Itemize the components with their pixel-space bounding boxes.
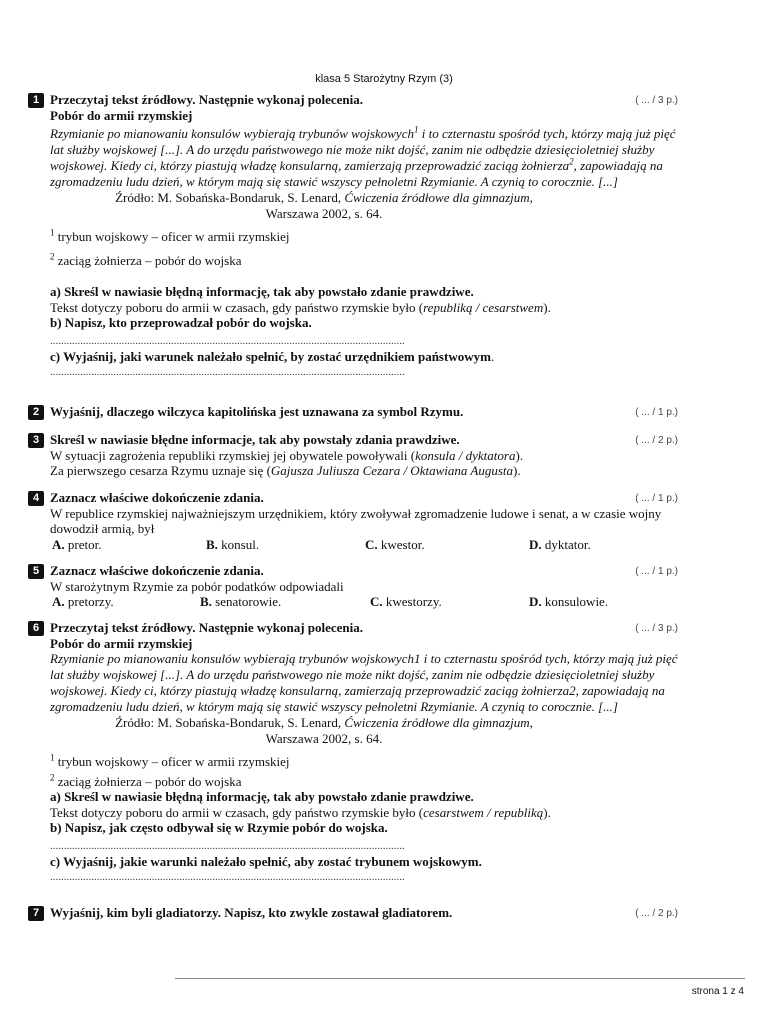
source-quote: Rzymianie po mianowaniu konsulów wybierają trybunów wojskowych$^1$ i to czternastu spośród tych, którzy mają już pięć lat służby wojskowej [...]. A do urzędu państwowego nie może nikt dojść, zanim nie odbędzie dziesięcioletniej służby wojskowej. Kiedy ci, którzy piastują władzę konsularną, zamierzają przeprowadzić zaciąg żołnierza$^2$, zapowiadają na zgromadzeniu ludu dzień, w którym mają się stawić wszyscy pełnoletni Rzymianie. A czynią to corocznie. [...] <box>50 124 676 189</box>
points-box: ( ... / 2 p.) <box>635 435 678 446</box>
option-c[interactable]: C. kwestorzy. <box>370 594 442 609</box>
page-number: strona 1 z 4 <box>691 986 744 997</box>
task-instruction: Przeczytaj tekst źródłowy. Następnie wykonaj polecenia. <box>50 620 364 635</box>
task-2 <box>28 404 688 420</box>
strike-options[interactable]: cesarstwem / republiką <box>423 804 544 820</box>
footnote-2: $^2$ zaciąg żołnierza – pobór do wojska <box>50 251 242 268</box>
footer-divider <box>175 978 745 979</box>
task-subtitle: Pobór do armii rzymskiej <box>50 107 193 123</box>
task-text: W republice rzymskiej najważniejszym urzędnikiem, który zwoływał zgromadzenie ludowe i senat, a w czasie wojny dowodził armią, był <box>50 505 662 536</box>
task-7 <box>28 905 688 921</box>
footnote-1: $^1$ trybun wojskowy – oficer w armii rzymskiej <box>50 752 290 769</box>
answer-line[interactable]: ................................................................................................................................. <box>50 334 405 347</box>
task-subtitle: Pobór do armii rzymskiej <box>50 635 193 651</box>
answer-line[interactable]: ................................................................................................................................. <box>50 839 405 852</box>
task-text: W starożytnym Rzymie za pobór podatków odpowiadali <box>50 578 344 594</box>
answer-options <box>50 594 688 609</box>
task-instruction: Zaznacz właściwe dokończenie zdania. <box>50 490 264 505</box>
points-box: ( ... / 2 p.) <box>635 908 678 919</box>
points-box: ( ... / 1 p.) <box>635 493 678 504</box>
option-a[interactable]: A. pretor. <box>52 536 102 552</box>
option-d[interactable]: D. konsulowie. <box>529 594 609 609</box>
task-number: 4 <box>28 491 44 506</box>
question-b: b) Napisz, kto przeprowadzał pobór do wojska. <box>50 315 312 330</box>
footnote-1: $^1$ trybun wojskowy – oficer w armii rzymskiej <box>50 227 290 244</box>
sentence-2: Za pierwszego cesarza Rzymu uznaje się (Gajusza Juliusza Cezara / Oktawiana Augusta). <box>50 463 521 478</box>
answer-line[interactable]: ................................................................................................................................. <box>50 871 405 883</box>
task-6 <box>28 620 688 883</box>
question-b: b) Napisz, jak często odbywał się w Rzymie pobór do wojska. <box>50 820 388 835</box>
task-number: 6 <box>28 621 44 636</box>
strike-options[interactable]: konsula / dyktatora <box>415 447 516 463</box>
option-a[interactable]: A. pretorzy. <box>52 594 114 609</box>
task-instruction: Skreśl w nawiasie błędne informacje, tak aby powstały zdania prawdziwe. <box>50 432 460 447</box>
source-quote: Rzymianie po mianowaniu konsulów wybierają trybunów wojskowych1 i to czternastu spośród tych, którzy mają już pięć lat służby wojskowej [...]. A do urzędu państwowego nie może nikt dojść, zanim nie odbędzie dziesięcioletniej służby wojskowej. Kiedy ci, którzy piastują władzę konsularną, zamierzają przeprowadzić zaciąg żołnierza2, zapowiadają na zgromadzeniu ludu dzień, w którym mają się stawić wszyscy pełnoletni Rzymianie. A czynią to corocznie. [...] <box>50 651 678 714</box>
question-a-sentence: Tekst dotyczy poboru do armii w czasach, gdy państwo rzymskie było (cesarstwem / republiką). <box>50 804 551 820</box>
answer-line[interactable]: ................................................................................................................................. <box>50 366 405 378</box>
points-box: ( ... / 1 p.) <box>635 407 678 418</box>
task-number: 3 <box>28 433 44 448</box>
points-box: ( ... / 3 p.) <box>635 623 678 634</box>
strike-options[interactable]: Gajusza Juliusza Cezara / Oktawiana Augusta <box>270 463 513 478</box>
points-box: ( ... / 3 p.) <box>635 95 678 106</box>
sentence-1: W sytuacji zagrożenia republiki rzymskiej jej obywatele powoływali (konsula / dyktatora). <box>50 447 524 463</box>
question-a: a) Skreśl w nawiasie błędną informację, tak aby powstało zdanie prawdziwe. <box>50 284 474 299</box>
task-1 <box>28 92 688 378</box>
task-5 <box>28 563 688 609</box>
task-instruction: Przeczytaj tekst źródłowy. Następnie wykonaj polecenia. <box>50 92 364 107</box>
task-instruction: Wyjaśnij, dlaczego wilczyca kapitolińska jest uznawana za symbol Rzymu. <box>50 404 464 419</box>
page-title: klasa 5 Starożytny Rzym (3) <box>315 73 453 85</box>
task-instruction: Wyjaśnij, kim byli gladiatorzy. Napisz, kto zwykle zostawał gladiatorem. <box>50 905 453 920</box>
option-b[interactable]: B. senatorowie. <box>200 594 282 609</box>
task-number: 1 <box>28 93 44 108</box>
task-3 <box>28 432 688 479</box>
answer-options <box>50 537 688 552</box>
task-4 <box>28 490 688 552</box>
option-b[interactable]: B. konsul. <box>206 536 260 552</box>
task-number: 5 <box>28 564 44 579</box>
task-number: 7 <box>28 906 44 921</box>
source-citation: Źródło: M. Sobańska-Bondaruk, S. Lenard, Ćwiczenia źródłowe dla gimnazjum, Warszawa 2002, s. 64. <box>115 715 533 746</box>
question-c: c) Wyjaśnij, jaki warunek należało spełnić, by zostać urzędnikiem państwowym. <box>50 348 495 364</box>
task-number: 2 <box>28 405 44 420</box>
task-instruction: Zaznacz właściwe dokończenie zdania. <box>50 563 264 578</box>
question-c: c) Wyjaśnij, jakie warunki należało spełnić, aby zostać trybunem wojskowym. <box>50 853 482 869</box>
points-box: ( ... / 1 p.) <box>635 566 678 577</box>
question-a: a) Skreśl w nawiasie błędną informację, tak aby powstało zdanie prawdziwe. <box>50 789 474 804</box>
question-a-sentence: Tekst dotyczy poboru do armii w czasach, gdy państwo rzymskie było (republiką / cesarstwem). <box>50 299 551 315</box>
source-citation: Źródło: M. Sobańska-Bondaruk, S. Lenard, Ćwiczenia źródłowe dla gimnazjum, Warszawa 2002, s. 64. <box>115 190 533 221</box>
option-d[interactable]: D. dyktator. <box>529 536 591 552</box>
option-c[interactable]: C. kwestor. <box>365 536 425 552</box>
footnote-2: $^2$ zaciąg żołnierza – pobór do wojska <box>50 772 242 789</box>
strike-options[interactable]: republiką / cesarstwem <box>423 299 544 315</box>
